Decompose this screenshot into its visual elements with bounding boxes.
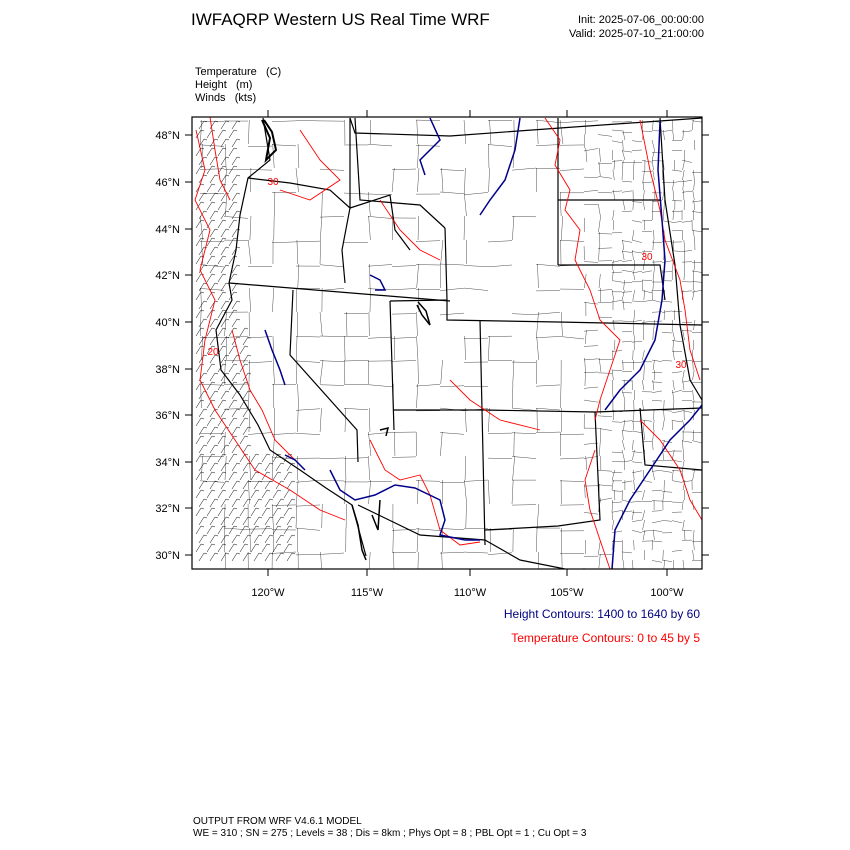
temperature-contour-label: 30 [267,177,279,188]
init-time: Init: 2025-07-06_00:00:00 [578,14,704,26]
border-wa-or [248,178,350,208]
height-contour [605,122,665,410]
height-contour [420,118,440,175]
field-unit: (kts) [234,92,257,104]
field-name: Winds [195,92,226,104]
border-wy-co [447,300,558,322]
lat-label: 42°N [155,270,180,282]
border-canada [350,118,702,136]
lon-label: 100°W [650,587,684,599]
lat-label: 30°N [155,550,180,562]
map-title: IWFAQRP Western US Real Time WRF [191,10,490,29]
border-ut-co-az-nm [480,320,485,545]
temperature-contour-labels [207,177,687,371]
temperature-contour [232,330,295,460]
temperature-contour [640,120,700,380]
temperature-contour-legend: Temperature Contours: 0 to 45 by 5 [511,631,700,645]
field-name: Height [195,79,227,91]
border-missouri-river [660,118,702,400]
temperature-contour [210,117,230,200]
lat-label: 38°N [155,364,180,376]
border-wa-id-or-id [342,118,350,283]
lake-mead [380,428,388,436]
border-co-nm [485,410,595,412]
height-contour [370,275,385,290]
height-contour-legend: Height Contours: 1400 to 1640 by 60 [503,607,700,621]
temperature-contour [380,200,440,260]
border-nm-tx [485,412,600,530]
height-contour [612,405,702,569]
lat-label: 34°N [155,457,180,469]
lat-label: 46°N [155,177,180,189]
longitude-labels [251,587,684,599]
temperature-contour-label: 30 [675,360,687,371]
lat-label: 36°N [155,410,180,422]
temperature-contour [280,130,340,200]
model-settings: WE = 310 ; SN = 275 ; Levels = 38 ; Dis = 8km ; Phys Opt = 8 ; PBL Opt = 1 ; Cu Opt = 3 [193,828,587,839]
border-nv-ut-az [390,301,394,430]
latitude-labels [155,130,180,562]
lat-label: 44°N [155,224,180,236]
lat-label: 48°N [155,130,180,142]
height-contour [265,330,285,385]
lon-label: 115°W [350,587,384,599]
border-ca-nv [290,290,358,462]
valid-time: Valid: 2025-07-10_21:00:00 [569,28,704,40]
lat-label: 32°N [155,503,180,515]
field-unit: (m) [235,79,253,91]
model-info: OUTPUT FROM WRF V4.6.1 MODEL [193,816,362,827]
lon-label: 120°W [251,587,285,599]
field-name: Temperature [195,66,257,78]
temperature-contour-label: 30 [641,252,653,263]
border-texas-mexico [485,540,565,569]
lon-label: 110°W [453,587,487,599]
temperature-contour [450,380,540,430]
border-sd-ne [558,265,665,300]
lon-label: 105°W [550,587,584,599]
lat-label: 40°N [155,317,180,329]
field-unit: (C) [265,66,282,78]
temperature-contour-label: 20 [207,347,219,358]
